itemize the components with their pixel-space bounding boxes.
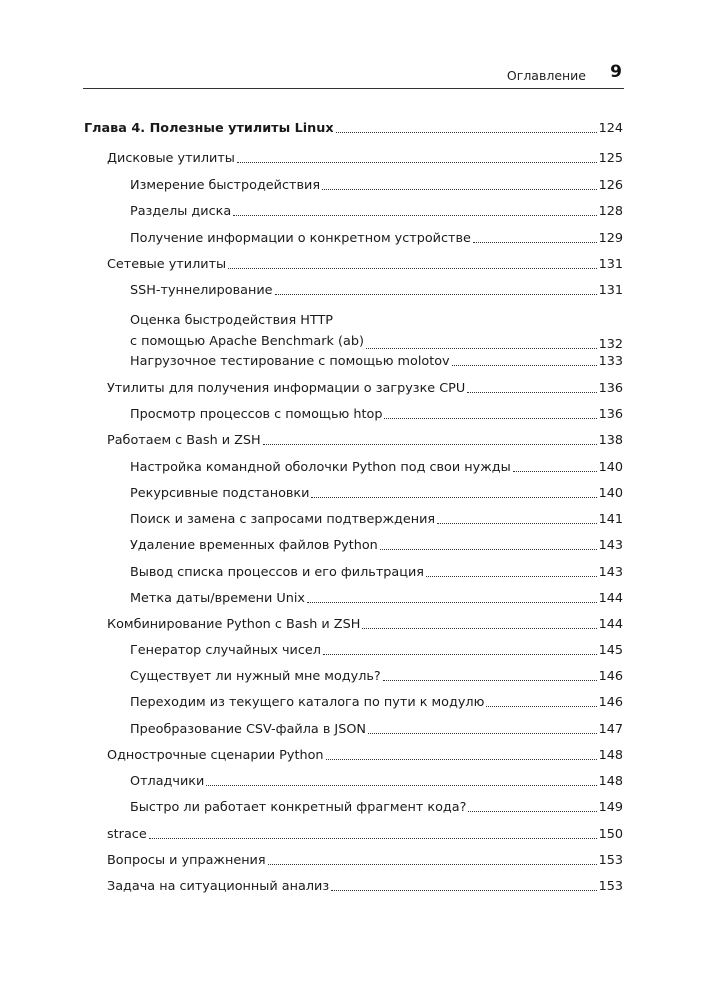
toc-entry-title xyxy=(107,827,147,842)
toc-entry xyxy=(130,722,623,737)
toc-entry-title xyxy=(130,643,321,658)
dot-leader xyxy=(452,364,597,366)
toc-entry-title-line: Комбинирование Python с Bash и ZSH xyxy=(107,617,361,632)
toc-entry-page: 138 xyxy=(598,433,623,448)
toc-entry-title-line: Рекурсивные подстановки xyxy=(130,486,310,501)
dot-leader xyxy=(426,575,597,577)
toc-entry-page: 145 xyxy=(598,643,623,658)
toc-entry xyxy=(130,591,623,606)
toc-entry-title xyxy=(107,151,235,166)
toc-entry-title-line: Настройка командной оболочки Python под свои нужды xyxy=(130,460,511,475)
toc-entry xyxy=(107,257,623,272)
toc-entry-title xyxy=(130,695,484,710)
toc-entry-title xyxy=(107,748,324,763)
toc-entry xyxy=(107,879,623,894)
dot-leader xyxy=(322,188,597,190)
dot-leader xyxy=(228,267,596,269)
toc-entry-title-line: Однострочные сценарии Python xyxy=(107,748,324,763)
dot-leader xyxy=(384,417,596,419)
toc-entry-title xyxy=(107,617,360,632)
dot-leader xyxy=(307,601,597,603)
toc-entry-title-line: Быстро ли работает конкретный фрагмент кода? xyxy=(130,800,467,815)
toc-entry-title xyxy=(107,853,266,868)
toc-entry-title-line: Переходим из текущего каталога по пути к модулю xyxy=(130,695,485,710)
dot-leader xyxy=(486,705,596,707)
toc-entry-title-line: Нагрузочное тестирование с помощью molotov xyxy=(130,354,450,369)
toc-entry-page: 146 xyxy=(598,669,623,684)
dot-leader xyxy=(473,241,597,243)
dot-leader xyxy=(467,391,596,393)
toc-entry-title-line: Работаем с Bash и ZSH xyxy=(107,433,261,448)
toc-entry-page: 141 xyxy=(598,512,623,527)
toc-entry-title xyxy=(107,879,329,894)
toc-entry xyxy=(107,827,623,842)
toc-entry-title xyxy=(130,565,424,580)
toc-entry xyxy=(130,512,623,527)
toc-entry xyxy=(107,433,623,448)
toc-entry-title xyxy=(130,354,450,369)
toc-entry-title xyxy=(130,204,231,219)
toc-entry-page: 148 xyxy=(598,774,623,789)
toc-entry-page: 143 xyxy=(598,565,623,580)
dot-leader xyxy=(468,810,596,812)
toc-entry-page: 153 xyxy=(598,853,623,868)
dot-leader xyxy=(263,443,597,445)
toc-entry-title-line: Получение информации о конкретном устройстве xyxy=(130,231,471,246)
toc-entry-title xyxy=(130,512,435,527)
toc-entry-title xyxy=(130,231,471,246)
toc-entry xyxy=(130,460,623,475)
toc-entry-title-line: Дисковые утилиты xyxy=(107,151,235,166)
toc-entry-page: 140 xyxy=(598,460,623,475)
toc-entry-page: 153 xyxy=(598,879,623,894)
toc-entry-title xyxy=(84,121,334,136)
toc-entry-title xyxy=(130,178,320,193)
toc-entry-title xyxy=(130,538,378,553)
toc-entry-page: 136 xyxy=(598,407,623,422)
toc-entry xyxy=(130,774,623,789)
toc-entry-page: 124 xyxy=(598,121,623,136)
dot-leader xyxy=(513,470,597,472)
toc-entry-page: 144 xyxy=(598,617,623,632)
toc-entry-title xyxy=(130,800,466,815)
running-header-title: Оглавление xyxy=(506,68,586,83)
toc-entry-title-line: Утилиты для получения информации о загрузке CPU xyxy=(107,381,466,396)
dot-leader xyxy=(323,653,597,655)
toc-entry xyxy=(130,800,623,815)
toc-entry-page: 136 xyxy=(598,381,623,396)
toc-entry-page: 150 xyxy=(598,827,623,842)
toc-entry-title-line: Генератор случайных чисел xyxy=(130,643,321,658)
toc-entry xyxy=(130,178,623,193)
toc-entry-page: 125 xyxy=(598,151,623,166)
toc-entry xyxy=(107,853,623,868)
toc-entry-title-line: Удаление временных файлов Python xyxy=(130,538,378,553)
toc-entry xyxy=(130,538,623,553)
toc-entry-title xyxy=(130,722,366,737)
toc-entry-title-line: с помощью Apache Benchmark (ab) xyxy=(130,334,364,349)
toc-entry xyxy=(130,643,623,658)
toc-entry-title-line: Отладчики xyxy=(130,774,205,789)
toc-entry xyxy=(130,486,623,501)
toc-entry xyxy=(84,121,623,136)
toc-entry xyxy=(107,617,623,632)
toc-entry-title xyxy=(130,407,382,422)
dot-leader xyxy=(366,347,597,349)
toc-entry-page: 146 xyxy=(598,695,623,710)
toc-entry-title xyxy=(107,257,226,272)
dot-leader xyxy=(206,784,596,786)
toc-entry xyxy=(130,695,623,710)
toc-entry-title-line: Сетевые утилиты xyxy=(107,257,227,272)
toc-entry-page: 128 xyxy=(598,204,623,219)
toc-entry xyxy=(107,748,623,763)
toc-entry-title-line: SSH-туннелирование xyxy=(130,283,273,298)
toc-entry xyxy=(130,283,623,298)
toc-entry-page: 131 xyxy=(598,283,623,298)
toc-entry-title-line: Существует ли нужный мне модуль? xyxy=(130,669,381,684)
toc-entry-page: 131 xyxy=(598,257,623,272)
toc-entry-title xyxy=(130,591,305,606)
toc-entry xyxy=(130,669,623,684)
toc-entry-title xyxy=(130,460,511,475)
toc-entry xyxy=(130,565,623,580)
toc-entry-page: 133 xyxy=(598,354,623,369)
toc-entry-title-line: Поиск и замена с запросами подтверждения xyxy=(130,512,436,527)
toc-entry-title-line: Глава 4. Полезные утилиты Linux xyxy=(84,121,334,136)
dot-leader xyxy=(368,732,597,734)
toc-entry-title-line: Вывод списка процессов и его фильтрация xyxy=(130,565,424,580)
dot-leader xyxy=(362,627,596,629)
toc-entry-title-line: Оценка быстродействия HTTP xyxy=(130,313,334,328)
toc-entry xyxy=(130,354,623,369)
toc-entry-page: 149 xyxy=(598,800,623,815)
toc-entry-page: 143 xyxy=(598,538,623,553)
toc-entry-title xyxy=(130,310,364,352)
toc-entry xyxy=(130,231,623,246)
dot-leader xyxy=(237,161,597,163)
toc-entry-title-line: Просмотр процессов с помощью htop xyxy=(130,407,383,422)
toc-entry-title xyxy=(130,486,309,501)
dot-leader xyxy=(336,131,597,133)
dot-leader xyxy=(311,496,596,498)
toc-entry-title-line: strace xyxy=(107,827,147,842)
toc-entry-title-line: Вопросы и упражнения xyxy=(107,853,266,868)
toc-entry xyxy=(130,310,623,352)
toc-entry-title xyxy=(130,669,381,684)
dot-leader xyxy=(383,679,597,681)
toc-entry-title-line: Задача на ситуационный анализ xyxy=(107,879,330,894)
toc-entry-title xyxy=(130,283,273,298)
toc-entry-title-line: Преобразование CSV-файла в JSON xyxy=(130,722,366,737)
toc-entry-page: 144 xyxy=(598,591,623,606)
dot-leader xyxy=(331,889,596,891)
toc-entry-title xyxy=(130,774,204,789)
toc-entry xyxy=(107,151,623,166)
toc-entry-page: 129 xyxy=(598,231,623,246)
dot-leader xyxy=(380,548,597,550)
toc-entry-title xyxy=(107,433,261,448)
dot-leader xyxy=(149,837,597,839)
dot-leader xyxy=(437,522,596,524)
page-number: 9 xyxy=(610,62,622,82)
dot-leader xyxy=(275,293,597,295)
toc-entry-title-line: Метка даты/времени Unix xyxy=(130,591,305,606)
toc-entry-title-line: Разделы диска xyxy=(130,204,232,219)
toc-entry-page: 126 xyxy=(598,178,623,193)
toc-entry-page: 148 xyxy=(598,748,623,763)
toc-entry-page: 140 xyxy=(598,486,623,501)
toc-entry-page: 147 xyxy=(598,722,623,737)
toc-entry xyxy=(107,381,623,396)
toc-entry xyxy=(130,204,623,219)
toc-entry xyxy=(130,407,623,422)
dot-leader xyxy=(233,214,596,216)
dot-leader xyxy=(268,863,597,865)
toc-entry-title xyxy=(107,381,465,396)
toc-entry-page: 132 xyxy=(598,337,623,352)
dot-leader xyxy=(326,758,597,760)
toc-entry-title-line: Измерение быстродействия xyxy=(130,178,321,193)
